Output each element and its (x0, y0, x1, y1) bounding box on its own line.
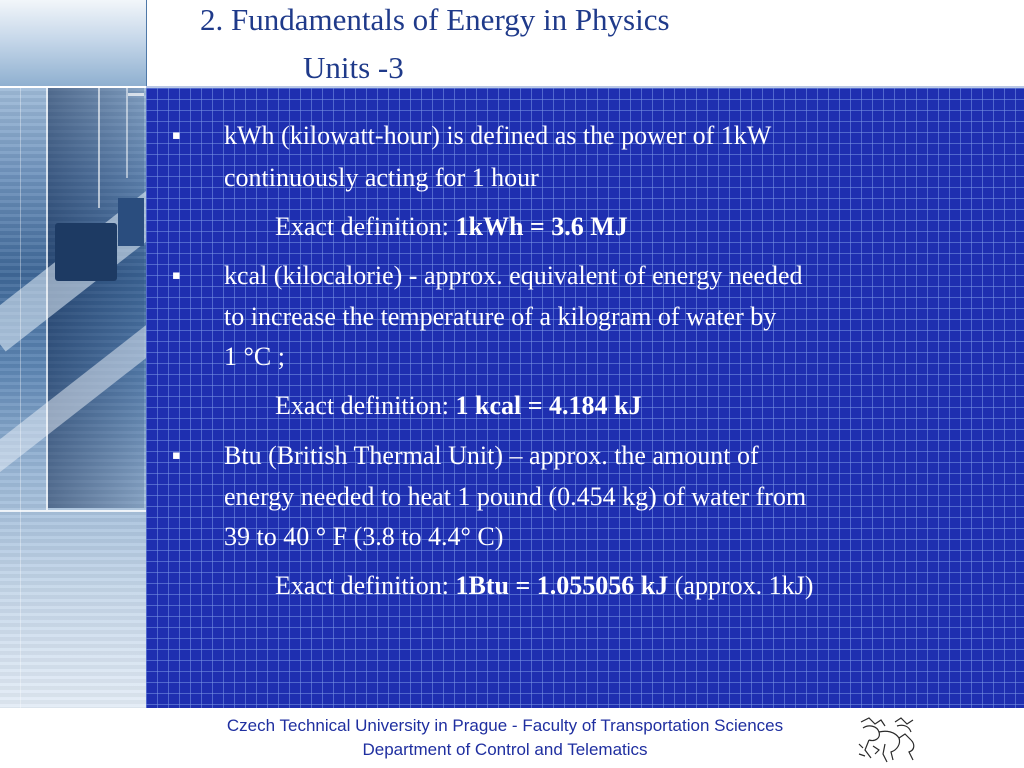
exact-definition-kcal (275, 386, 642, 426)
exact-definition-kwh (275, 207, 628, 247)
definition-label: Exact definition: (275, 571, 456, 600)
definition-value: 1Btu = 1.055056 kJ (455, 571, 669, 600)
bullet-text-line: 39 to 40 ° F (3.8 to 4.4° C) (224, 522, 504, 551)
bullet-text-line: Btu (British Thermal Unit) – approx. the amount of (224, 441, 759, 470)
bullet-text-line: energy needed to heat 1 pound (0.454 kg) of water from (224, 482, 807, 511)
decorative-photo-column (0, 0, 146, 708)
bullet-text-segment: approx. equivalent of energy needed (417, 261, 803, 290)
definition-label: Exact definition: (275, 391, 456, 420)
slide-body (146, 86, 1024, 708)
exact-definition-btu (275, 566, 813, 606)
slide-footer (0, 708, 1024, 768)
highway-photo (0, 88, 146, 708)
definition-suffix: (approx. 1kJ) (668, 571, 814, 600)
bullet-text-line: kWh (kilowatt-hour) is defined as the power of 1kW (224, 121, 772, 150)
definition-value: 1kWh = 3.6 MJ (455, 212, 628, 241)
definition-value: 1 kcal = 4.184 kJ (455, 391, 642, 420)
bullet-marker: ▪ (172, 128, 181, 143)
definition-label: Exact definition: (275, 212, 456, 241)
bullet-text-dash: - (408, 261, 418, 290)
footer-university: Czech Technical University in Prague - Faculty of Transportation Sciences (226, 716, 784, 735)
slide-subtitle: Units -3 (303, 50, 404, 85)
photo-top-panel (0, 0, 147, 88)
bullet-text-line: 1 °C ; (224, 342, 285, 371)
bullet-text-line: to increase the temperature of a kilogram of water by (224, 302, 777, 331)
ctu-lion-logo-icon (855, 714, 919, 766)
bullet-text-line (224, 256, 803, 296)
bullet-marker: ▪ (172, 268, 181, 283)
bullet-text-segment: kcal (kilocalorie) (224, 261, 409, 290)
slide-title: 2. Fundamentals of Energy in Physics (200, 2, 670, 37)
bullet-text-line: continuously acting for 1 hour (224, 163, 539, 192)
footer-department: Department of Control and Telematics (362, 740, 648, 759)
bullet-marker: ▪ (172, 448, 181, 463)
